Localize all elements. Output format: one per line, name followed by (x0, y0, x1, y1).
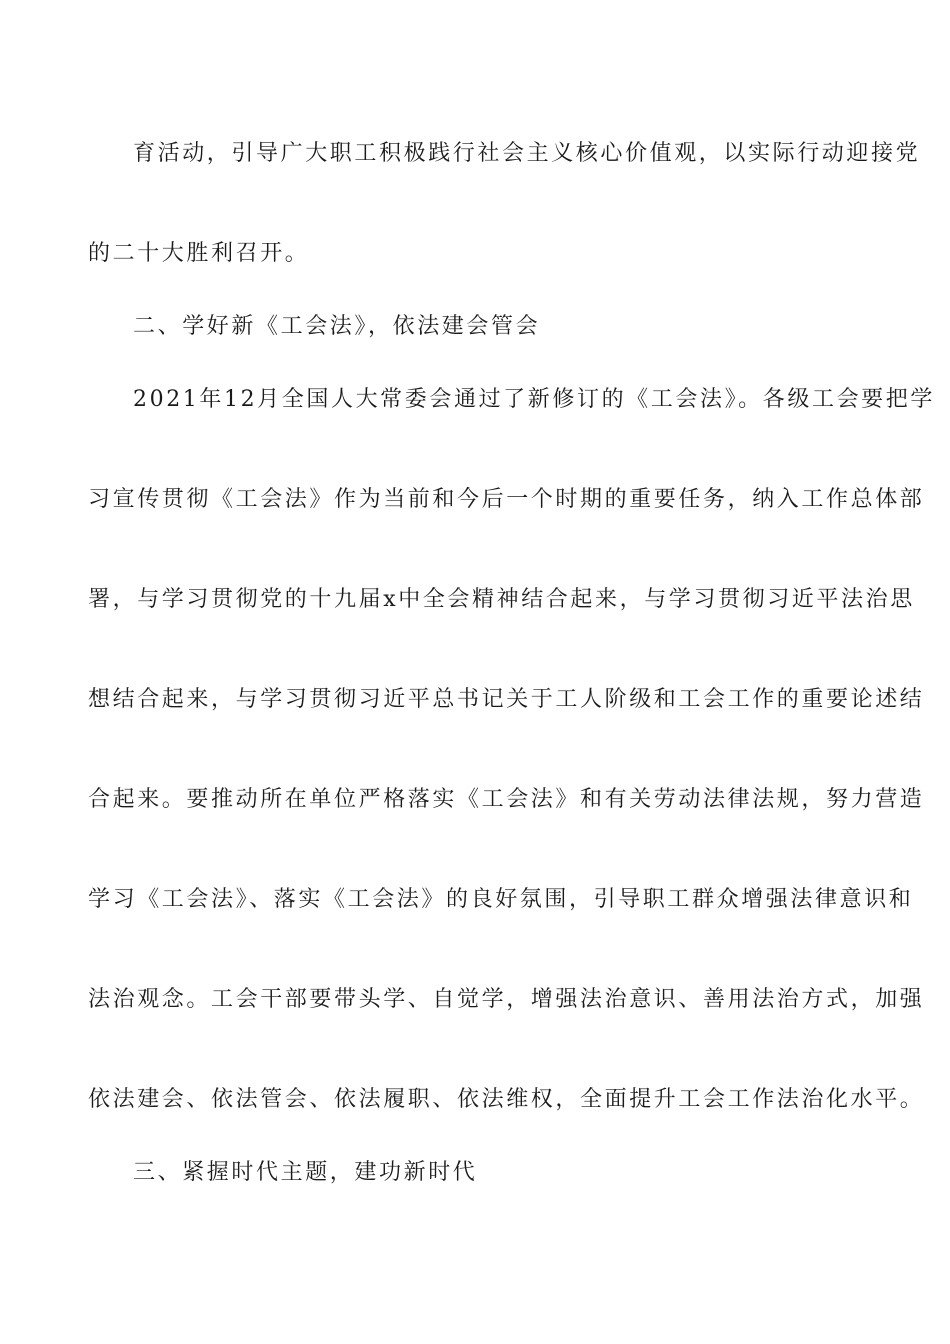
paragraph-line: 习宣传贯彻《工会法》作为当前和今后一个时期的重要任务，纳入工作总体部 (88, 487, 925, 512)
paragraph-line: 依法建会、依法管会、依法履职、依法维权，全面提升工会工作法治化水平。 (88, 1087, 925, 1112)
section-heading: 三、紧握时代主题，建功新时代 (133, 1160, 478, 1185)
paragraph-line: 署，与学习贯彻党的十九届x中全会精神结合起来，与学习贯彻习近平法治思 (88, 587, 915, 612)
paragraph-line: 的二十大胜利召开。 (88, 241, 310, 266)
paragraph-line: 学习《工会法》、落实《工会法》的良好氛围，引导职工群众增强法律意识和 (88, 887, 914, 912)
paragraph-line: 2021年12月全国人大常委会通过了新修订的《工会法》。各级工会要把学 (133, 387, 935, 412)
section-heading: 二、学好新《工会法》，依法建会管会 (133, 314, 541, 339)
paragraph-line: 育活动，引导广大职工积极践行社会主义核心价值观，以实际行动迎接党 (133, 141, 921, 166)
paragraph-line: 法治观念。工会干部要带头学、自觉学，增强法治意识、善用法治方式，加强 (88, 987, 925, 1012)
paragraph-line: 合起来。要推动所在单位严格落实《工会法》和有关劳动法律法规，努力营造 (88, 787, 925, 812)
paragraph-line: 想结合起来，与学习贯彻习近平总书记关于工人阶级和工会工作的重要论述结 (88, 687, 925, 712)
